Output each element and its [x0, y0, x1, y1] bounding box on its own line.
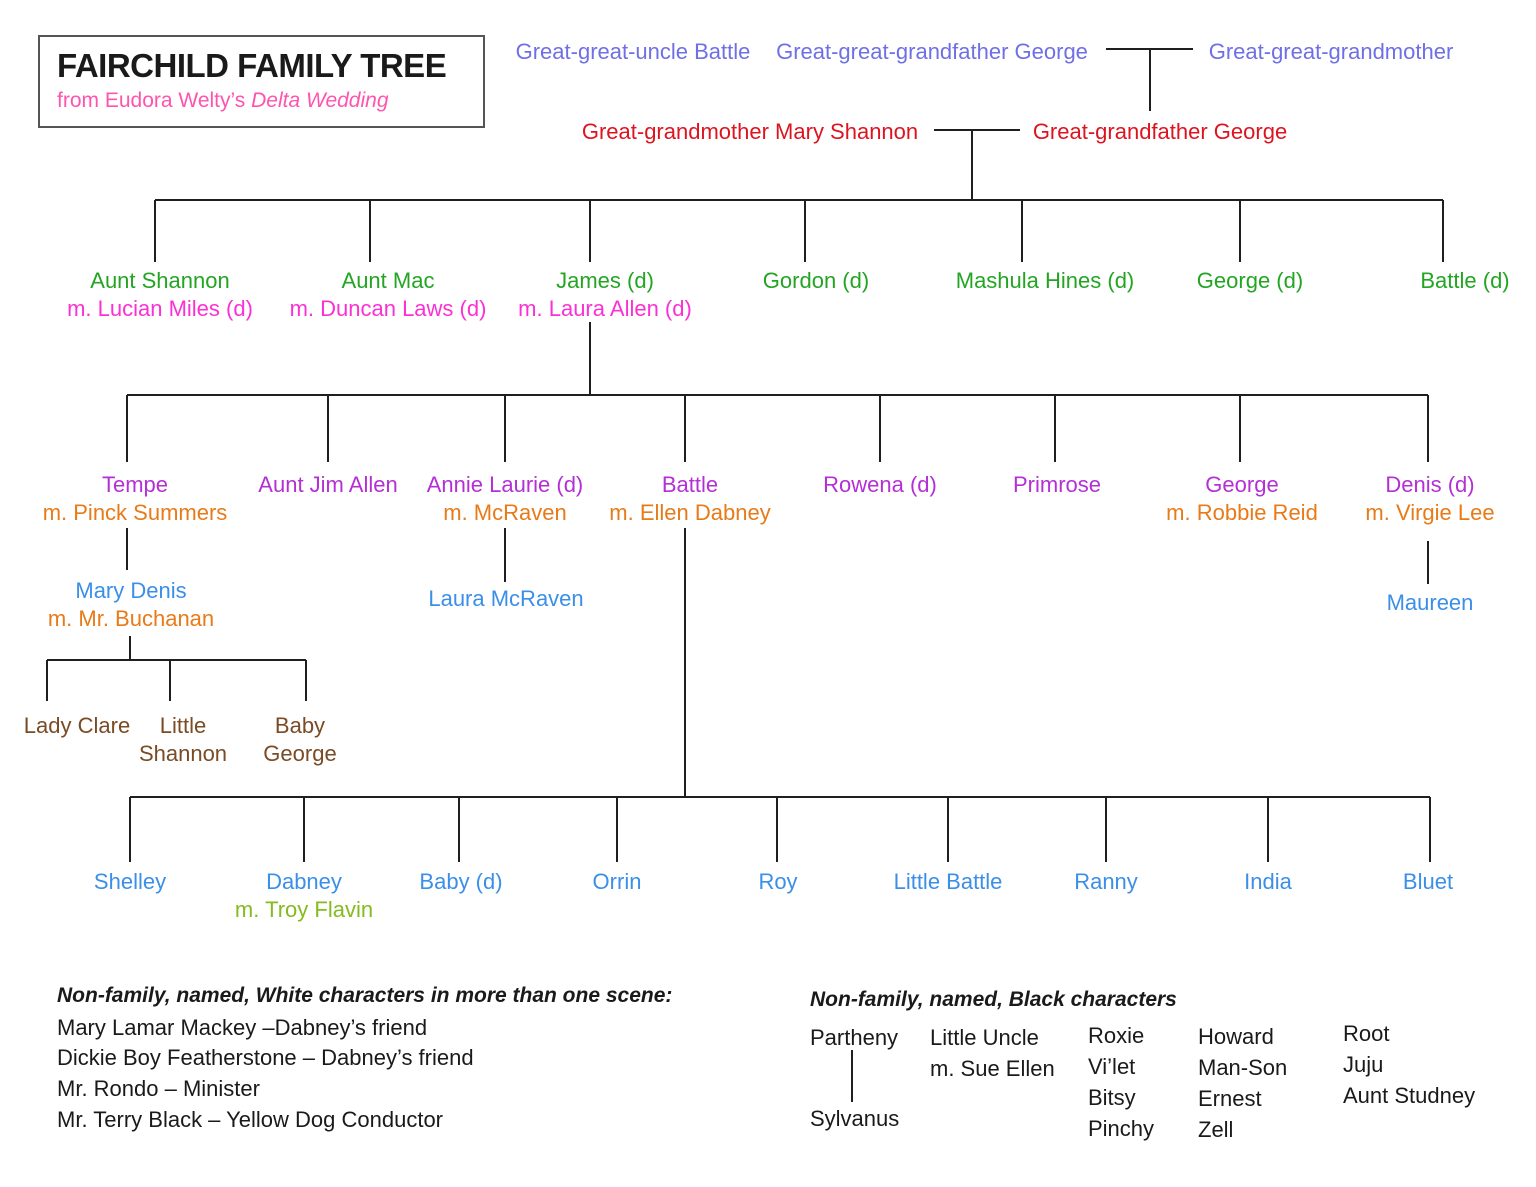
person-name: Mashula Hines (d) [955, 268, 1135, 293]
marriage-label: m. Laura Allen (d) [518, 296, 692, 321]
person-name: Great-grandfather George [1032, 119, 1288, 144]
black-characters-little-uncle [930, 1022, 1055, 1084]
person-name: Little Battle [893, 869, 1003, 894]
marriage-label: m. Troy Flavin [234, 897, 374, 922]
person-name: Maureen [1386, 590, 1474, 615]
node-aunt-mac [290, 267, 487, 323]
node-great-grandfather-george [1033, 118, 1287, 146]
person-name: Pinchy [1088, 1116, 1155, 1141]
person-name: Baby [274, 713, 326, 738]
page-title: FAIRCHILD FAMILY TREE [57, 47, 447, 84]
node-mary-denis [48, 577, 214, 633]
person-name: Dabney [266, 869, 342, 894]
person-name: Shannon [138, 741, 228, 766]
page-subtitle [57, 88, 483, 114]
marriage-label: m. Mr. Buchanan [47, 606, 215, 631]
person-name: Zell [1198, 1117, 1234, 1142]
person-name: Gordon (d) [762, 268, 870, 293]
node-little-shannon [139, 712, 227, 768]
title-box [38, 35, 485, 128]
person-name: Great-great-grandmother [1208, 39, 1454, 64]
node-james [518, 267, 692, 323]
person-name: George [1205, 472, 1279, 497]
black-characters-partheny: Partheny [810, 1025, 899, 1050]
node-gordon [763, 267, 869, 295]
person-name: Great-great-uncle Battle [515, 39, 751, 64]
node-battle-gen3 [1420, 267, 1509, 295]
person-name: Orrin [592, 869, 642, 894]
node-george-gen4 [1166, 471, 1318, 527]
person-name: Great-grandmother Mary Shannon [581, 119, 919, 144]
node-little-battle [894, 868, 1003, 896]
black-characters-heading: Non-family, named, Black characters [810, 988, 1177, 1011]
person-name: Aunt Studney [1343, 1083, 1476, 1108]
person-name: Ranny [1074, 869, 1138, 894]
white-character-item: Dickie Boy Featherstone – Dabney’s friend [57, 1045, 474, 1070]
node-baby-d [419, 868, 502, 896]
person-name: India [1244, 869, 1292, 894]
node-orrin [593, 868, 642, 896]
node-maureen [1387, 589, 1474, 617]
black-characters-column-5 [1343, 1018, 1475, 1111]
person-name: George (d) [1196, 268, 1304, 293]
node-shelley [94, 868, 166, 896]
person-name: Little Uncle [930, 1025, 1039, 1050]
node-aunt-jim-allen [258, 471, 397, 499]
person-name: Shelley [93, 869, 167, 894]
person-name: Bluet [1402, 869, 1454, 894]
node-primrose [1013, 471, 1101, 499]
node-mashula-hines [956, 267, 1135, 295]
node-aunt-shannon [67, 267, 253, 323]
marriage-label: m. Sue Ellen [930, 1056, 1055, 1081]
node-laura-mcraven [428, 585, 583, 613]
node-ranny [1074, 868, 1138, 896]
white-characters-heading: Non-family, named, White characters in more than one scene: [57, 984, 673, 1007]
person-name: George [263, 741, 337, 766]
node-george-gen3 [1197, 267, 1303, 295]
person-name: Tempe [101, 472, 169, 497]
person-name: Howard [1198, 1024, 1274, 1049]
person-name: Battle [661, 472, 719, 497]
person-name: Battle (d) [1420, 268, 1510, 293]
node-rowena [823, 471, 937, 499]
person-name: Little [159, 713, 207, 738]
person-name: Aunt Mac [341, 268, 435, 293]
person-name: Baby (d) [419, 869, 503, 894]
person-name: Primrose [1012, 472, 1102, 497]
person-name: Bitsy [1088, 1085, 1136, 1110]
black-characters-sylvanus: Sylvanus [810, 1106, 900, 1131]
person-name: Roy [758, 869, 798, 894]
node-annie-laurie [427, 471, 584, 527]
marriage-label: m. Lucian Miles (d) [67, 296, 253, 321]
node-india [1244, 868, 1292, 896]
person-name: Roxie [1088, 1023, 1145, 1048]
subtitle-prefix: from Eudora Welty’s [57, 89, 252, 112]
subtitle-book-title: Delta Wedding [251, 89, 389, 112]
marriage-label: m. Robbie Reid [1166, 500, 1318, 525]
person-name: Denis (d) [1385, 472, 1475, 497]
person-name: Root [1343, 1021, 1390, 1046]
person-name: Juju [1343, 1052, 1384, 1077]
node-denis [1365, 471, 1494, 527]
marriage-label: m. Pinck Summers [42, 500, 228, 525]
person-name: Aunt Jim Allen [258, 472, 398, 497]
node-battle-gen4 [609, 471, 770, 527]
person-name: Man-Son [1198, 1055, 1288, 1080]
white-character-item: Mr. Rondo – Minister [57, 1076, 260, 1101]
white-character-item: Mary Lamar Mackey –Dabney’s friend [57, 1015, 428, 1040]
person-name: Annie Laurie (d) [426, 472, 584, 497]
person-name: Ernest [1198, 1086, 1262, 1111]
person-name: Great-great-grandfather George [776, 39, 1088, 64]
node-dabney [235, 868, 373, 924]
person-name: Rowena (d) [823, 472, 937, 497]
node-tempe [43, 471, 228, 527]
marriage-label: m. Duncan Laws (d) [289, 296, 487, 321]
marriage-label: m. Ellen Dabney [609, 500, 771, 525]
node-great-great-grandfather-george [776, 38, 1088, 66]
node-lady-clare [24, 712, 130, 740]
person-name: Aunt Shannon [90, 268, 230, 293]
node-bluet [1403, 868, 1453, 896]
person-name: Lady Clare [23, 713, 131, 738]
node-great-great-uncle-battle [516, 38, 751, 66]
person-name: Laura McRaven [428, 586, 584, 611]
marriage-label: m. Virgie Lee [1365, 500, 1495, 525]
white-character-item: Mr. Terry Black – Yellow Dog Conductor [57, 1107, 443, 1132]
node-roy [758, 868, 797, 896]
person-name: James (d) [556, 268, 654, 293]
person-name: Vi’let [1088, 1054, 1136, 1079]
node-baby-george [263, 712, 336, 768]
node-great-great-grandmother [1209, 38, 1454, 66]
black-characters-column-3 [1088, 1020, 1154, 1144]
node-great-grandmother-mary-shannon [582, 118, 918, 146]
black-characters-column-4 [1198, 1021, 1287, 1145]
person-name: Mary Denis [75, 578, 187, 603]
marriage-label: m. McRaven [443, 500, 567, 525]
